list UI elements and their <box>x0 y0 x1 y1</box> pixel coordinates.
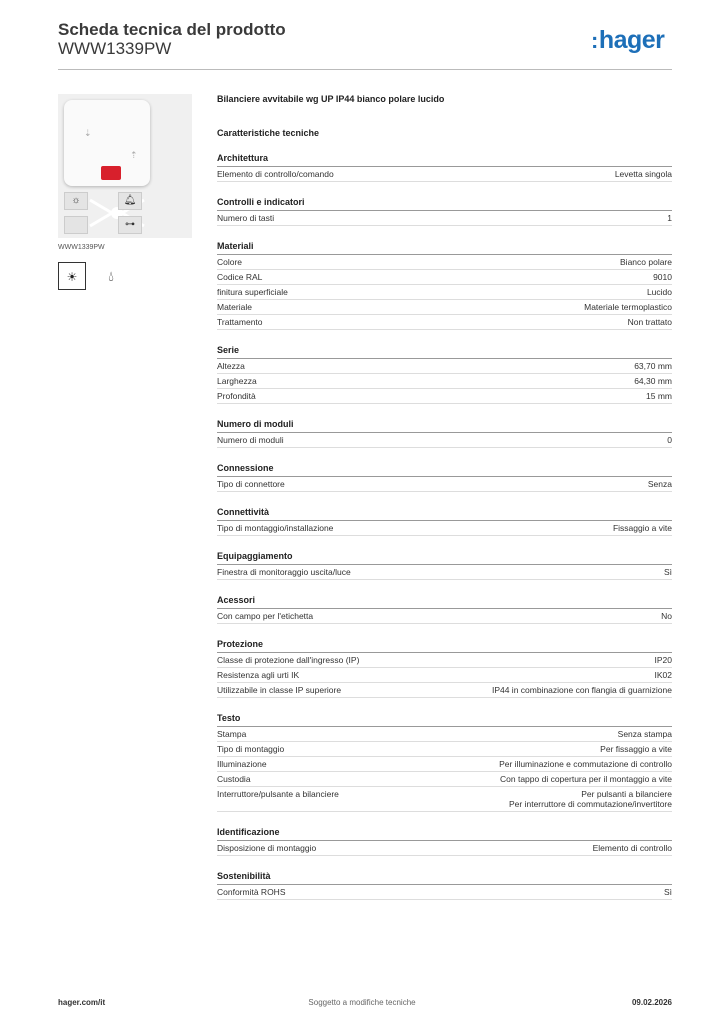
spec-section-title: Serie <box>217 345 672 359</box>
switch-plate <box>64 100 150 186</box>
header-divider <box>58 69 672 70</box>
spec-value-line: Fissaggio a vite <box>612 523 672 533</box>
spec-value-line: Bianco polare <box>620 257 672 267</box>
spec-label: Interruttore/pulsante a bilanciere <box>217 789 339 799</box>
spec-label: Codice RAL <box>217 272 263 282</box>
spec-value-line: 1 <box>667 213 672 223</box>
spec-label: Conformità ROHS <box>217 887 286 897</box>
spec-label: Numero di moduli <box>217 435 284 445</box>
up-arrow-mark: ⇣ <box>84 128 92 138</box>
spec-section <box>217 419 672 448</box>
product-image <box>58 94 192 238</box>
spec-row <box>217 374 672 389</box>
spec-row <box>217 477 672 492</box>
down-arrow-mark: ⇡ <box>130 150 138 160</box>
spec-value-line: 63,70 mm <box>634 361 672 371</box>
illuminated-badge-icon: ☀ <box>58 262 86 290</box>
product-name: Bilanciere avvitabile wg UP IP44 bianco polare lucido <box>217 94 445 104</box>
spec-value <box>647 287 672 297</box>
spec-section <box>217 153 672 182</box>
spec-label: Finestra di monitoraggio uscita/luce <box>217 567 351 577</box>
spec-label: Disposizione di montaggio <box>217 843 317 853</box>
spec-section-title: Acessori <box>217 595 672 609</box>
spec-value-line: Per interruttore di commutazione/invertitore <box>509 799 672 809</box>
spec-label: Tipo di montaggio/installazione <box>217 523 334 533</box>
spec-row <box>217 885 672 900</box>
spec-value-line: No <box>661 611 672 621</box>
spec-section-title: Sostenibilità <box>217 871 672 885</box>
spec-label: Illuminazione <box>217 759 267 769</box>
spec-value-line: IP44 in combinazione con flangia di guarnizione <box>491 685 672 695</box>
spec-row <box>217 521 672 536</box>
spec-section-title: Equipaggiamento <box>217 551 672 565</box>
spec-row <box>217 787 672 812</box>
spec-row <box>217 211 672 226</box>
spec-value <box>655 670 673 680</box>
spec-value <box>500 774 672 784</box>
spec-value <box>492 685 672 695</box>
spec-value-line: Elemento di controllo <box>592 843 672 853</box>
spec-row <box>217 270 672 285</box>
spec-label: Resistenza agli urti IK <box>217 670 300 680</box>
spec-value-line: Levetta singola <box>614 169 672 179</box>
spec-section-title: Connettività <box>217 507 672 521</box>
spec-value <box>593 843 672 853</box>
spec-section <box>217 827 672 856</box>
spec-section <box>217 345 672 404</box>
spec-value <box>584 302 672 312</box>
spec-label: Elemento di controllo/comando <box>217 169 334 179</box>
page-product-code: WWW1339PW <box>58 39 172 58</box>
spec-row <box>217 359 672 374</box>
red-indicator-led <box>101 166 121 180</box>
spec-value-line: IK02 <box>654 670 672 680</box>
spec-value <box>620 257 672 267</box>
spec-row <box>217 609 672 624</box>
blank-symbol-icon <box>64 216 88 234</box>
spec-section <box>217 871 672 900</box>
spec-row <box>217 653 672 668</box>
spec-row <box>217 727 672 742</box>
spec-value-line: Senza stampa <box>617 729 672 739</box>
spec-value-line: Per pulsanti a bilanciere <box>581 789 672 799</box>
footer-website[interactable]: hager.com/it <box>58 998 106 1007</box>
spec-value-line: Non trattato <box>627 317 672 327</box>
spec-section <box>217 639 672 698</box>
hager-logo: :hager <box>591 26 665 54</box>
page-title: Scheda tecnica del prodotto <box>58 20 286 39</box>
spec-row <box>217 683 672 698</box>
spec-label: Con campo per l'etichetta <box>217 611 314 621</box>
spec-value <box>628 317 672 327</box>
footer-date: 09.02.2026 <box>631 998 672 1007</box>
characteristics-title: Caratteristiche tecniche <box>217 128 320 138</box>
spec-section <box>217 241 672 330</box>
spec-row <box>217 255 672 270</box>
spec-value <box>615 169 672 179</box>
spec-label: Classe di protezione dall'ingresso (IP) <box>217 655 360 665</box>
product-image-caption: WWW1339PW <box>58 244 105 251</box>
spec-row <box>217 841 672 856</box>
spec-section <box>217 713 672 812</box>
spec-value-line: Sì <box>663 887 672 897</box>
spec-label: Custodia <box>217 774 251 784</box>
spec-section <box>217 463 672 492</box>
spec-value-line: Per fissaggio a vite <box>600 744 672 754</box>
spec-label: Numero di tasti <box>217 213 275 223</box>
spec-label: Colore <box>217 257 243 267</box>
spec-value-line: Materiale termoplastico <box>584 302 672 312</box>
spec-label: finitura superficiale <box>217 287 288 297</box>
hager-logo-text: hager <box>598 26 665 54</box>
spec-value-line: Sì <box>663 567 672 577</box>
spec-value <box>653 272 672 282</box>
key-icon: ⊶ <box>118 216 142 234</box>
footer-note: Soggetto a modifiche tecniche <box>308 998 416 1007</box>
spec-value <box>655 655 673 665</box>
spec-section <box>217 507 672 536</box>
spec-value-line: Lucido <box>646 287 672 297</box>
spec-value <box>667 213 672 223</box>
spec-row <box>217 389 672 404</box>
spec-section <box>217 197 672 226</box>
spec-label: Profondità <box>217 391 256 401</box>
spec-value <box>600 744 672 754</box>
spec-section <box>217 551 672 580</box>
spec-sections <box>217 153 672 900</box>
spec-row <box>217 565 672 580</box>
spec-label: Larghezza <box>217 376 257 386</box>
spec-value-line: Con tappo di copertura per il montaggio a vite <box>500 774 672 784</box>
spec-value <box>499 759 672 769</box>
spec-value <box>634 376 672 386</box>
spec-section-title: Controlli e indicatori <box>217 197 672 211</box>
spec-section-title: Testo <box>217 713 672 727</box>
spec-value <box>667 435 672 445</box>
spec-row <box>217 668 672 683</box>
spec-label: Stampa <box>217 729 247 739</box>
spec-section-title: Connessione <box>217 463 672 477</box>
spec-value-line: Per illuminazione e commutazione di controllo <box>499 759 672 769</box>
spec-value-line: 0 <box>667 435 672 445</box>
spec-section-title: Materiali <box>217 241 672 255</box>
spec-value <box>664 567 672 577</box>
spec-value <box>613 523 672 533</box>
spec-content <box>217 94 672 900</box>
spec-section <box>217 595 672 624</box>
spec-row <box>217 285 672 300</box>
spec-label: Tipo di montaggio <box>217 744 285 754</box>
spec-value-line: 64,30 mm <box>634 376 672 386</box>
spec-value <box>648 479 672 489</box>
spec-row <box>217 772 672 787</box>
spec-section-title: Numero di moduli <box>217 419 672 433</box>
spec-value-line: IP20 <box>654 655 672 665</box>
spec-row <box>217 757 672 772</box>
spec-section-title: Identificazione <box>217 827 672 841</box>
spec-label: Tipo di connettore <box>217 479 285 489</box>
spec-value <box>618 729 672 739</box>
splash-protection-icon: 💧︎ <box>108 268 114 284</box>
light-icon: ☼ <box>64 192 88 210</box>
spec-value-line: 15 mm <box>646 391 672 401</box>
spec-row <box>217 742 672 757</box>
spec-value <box>664 887 672 897</box>
spec-label: Utilizzabile in classe IP superiore <box>217 685 342 695</box>
spec-row <box>217 300 672 315</box>
spec-value <box>661 611 672 621</box>
spec-section-title: Architettura <box>217 153 672 167</box>
spec-row <box>217 167 672 182</box>
spec-label: Materiale <box>217 302 252 312</box>
spec-section-title: Protezione <box>217 639 672 653</box>
bell-icon: 🔔︎ <box>118 192 142 210</box>
spec-label: Trattamento <box>217 317 263 327</box>
spec-value-line: Senza <box>647 479 672 489</box>
spec-row <box>217 433 672 448</box>
spec-value-line: 9010 <box>653 272 672 282</box>
spec-value <box>634 361 672 371</box>
spec-value <box>509 789 672 809</box>
spec-label: Altezza <box>217 361 245 371</box>
spec-value <box>646 391 672 401</box>
spec-row <box>217 315 672 330</box>
